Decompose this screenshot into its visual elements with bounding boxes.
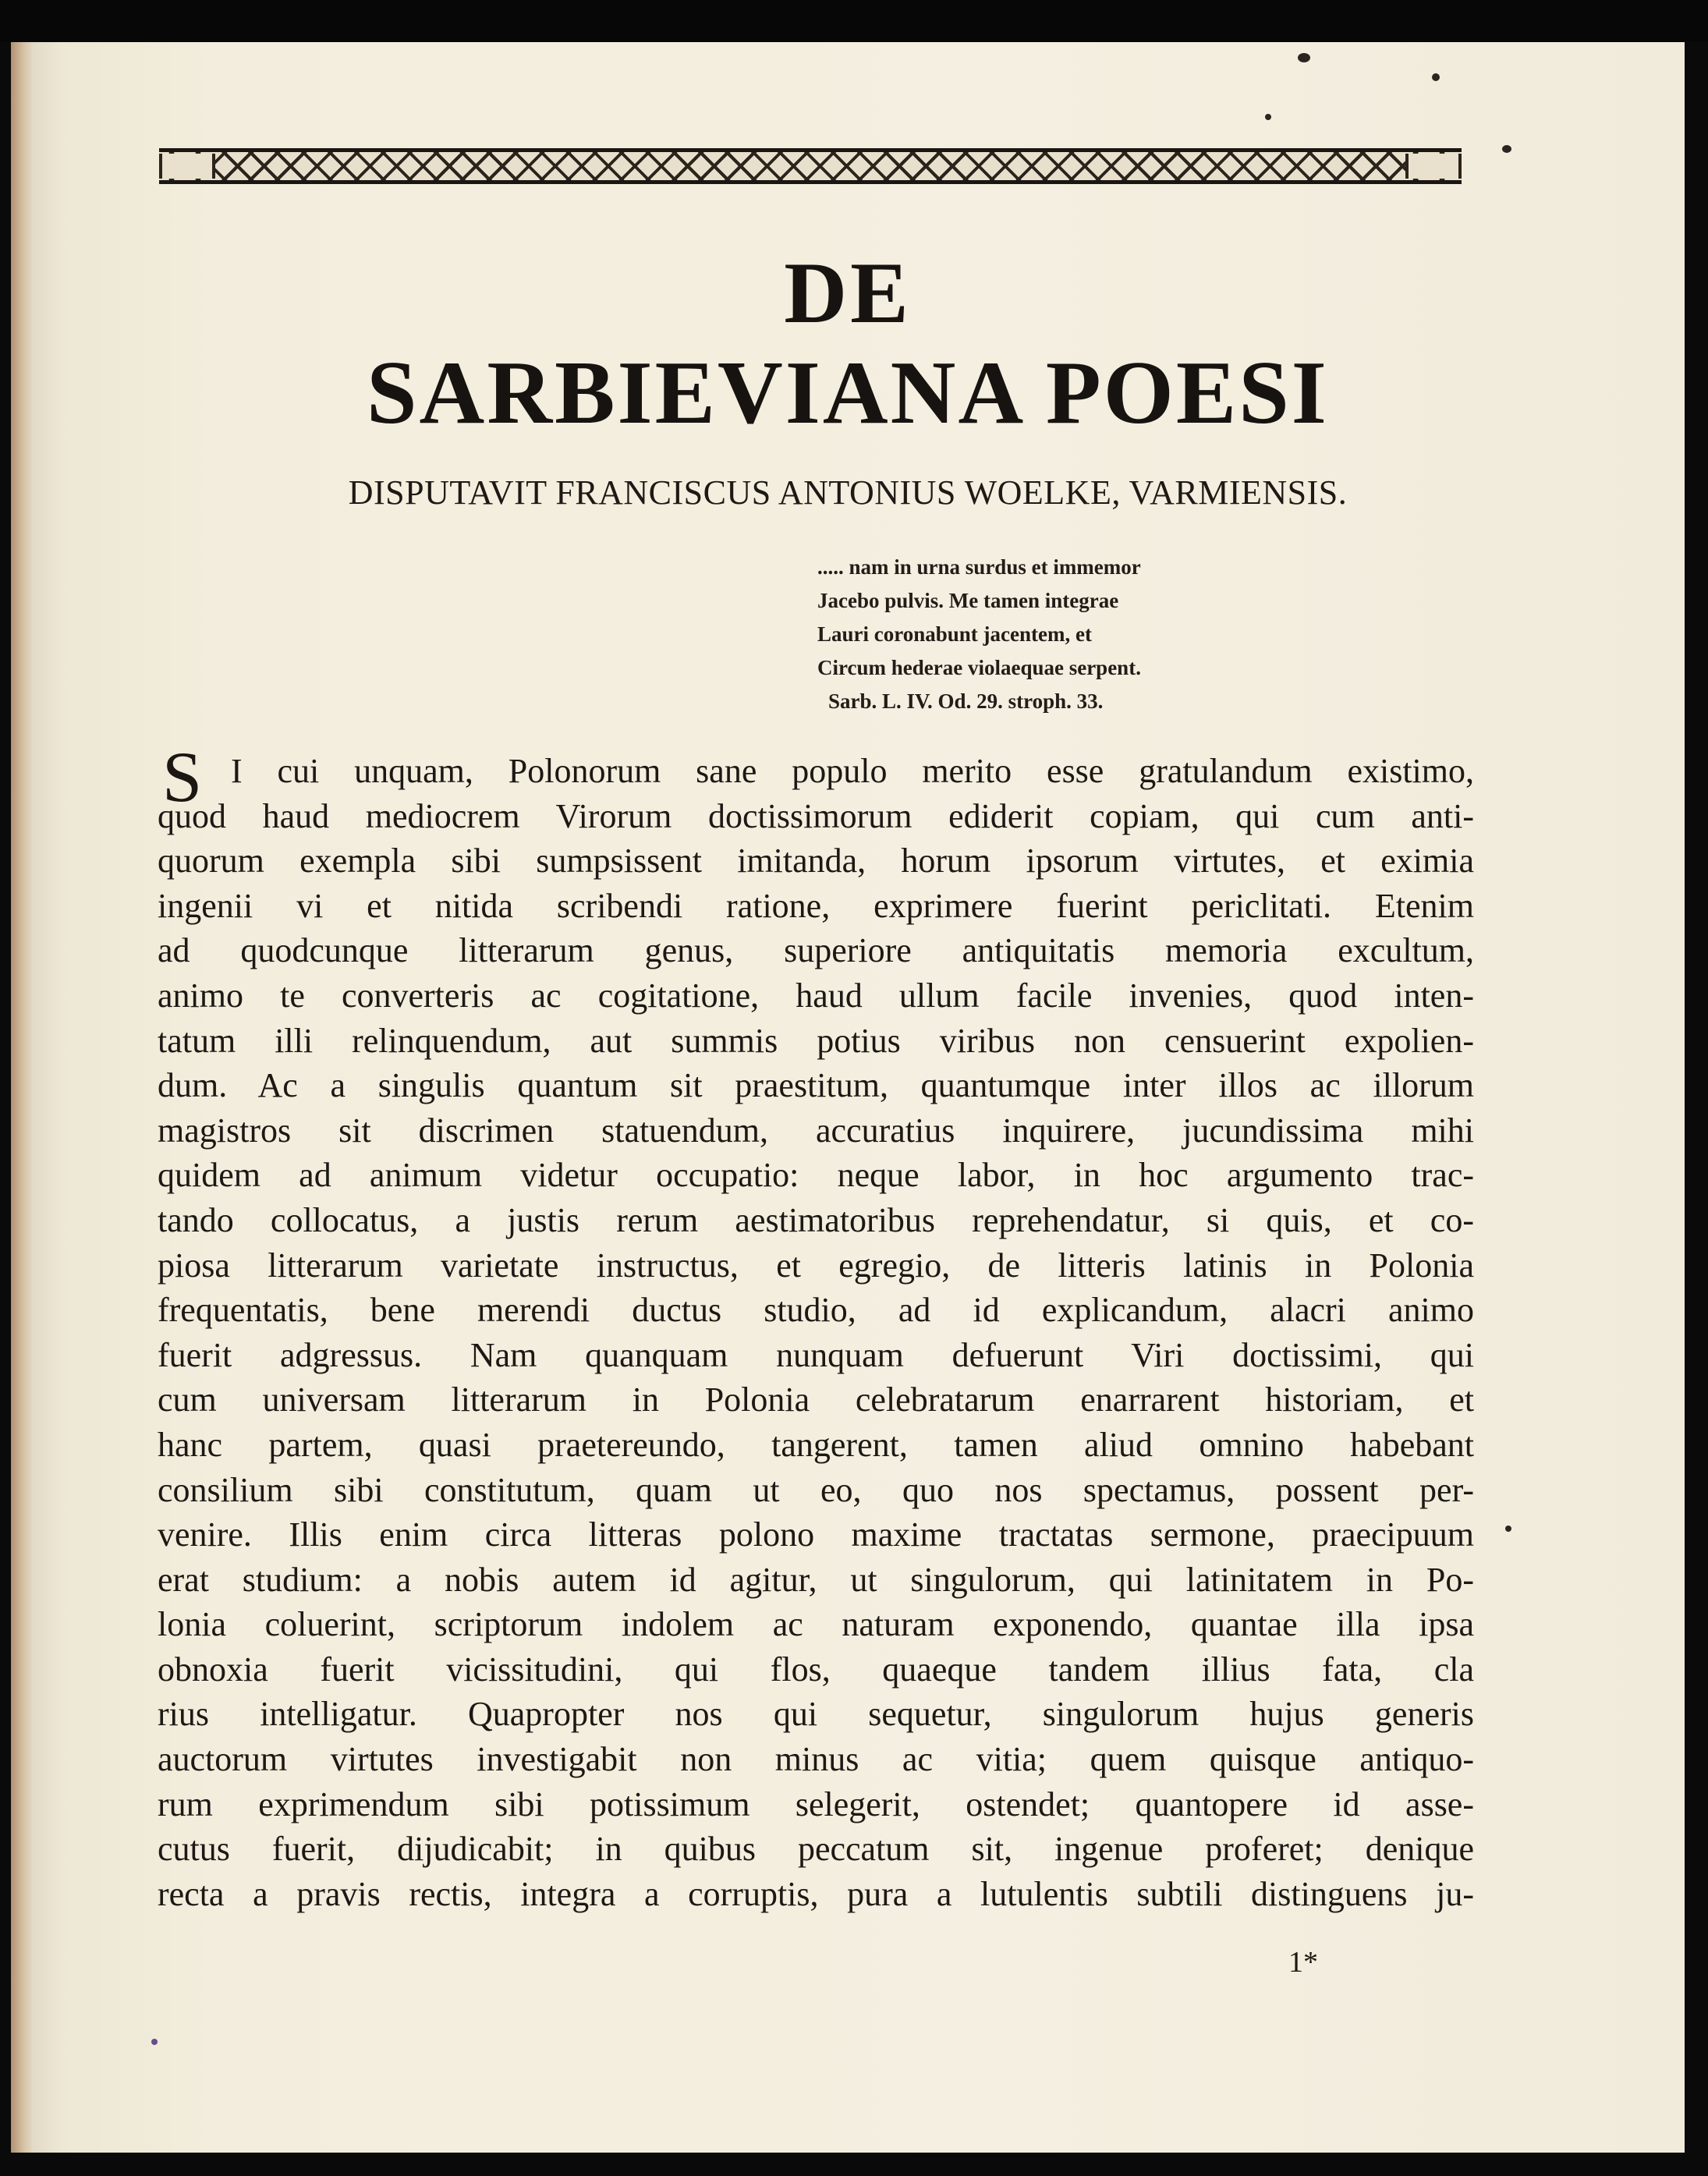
text-line: piosa litterarum varietate instructus, et egregio, de litteris latinis in Polonia xyxy=(158,1246,1474,1285)
text-line: cutus fuerit, dijudicabit; in quibus peccatum sit, ingenue proferet; denique xyxy=(158,1830,1474,1869)
text-line: dum. Ac a singulis quantum sit praestitum, quantumque inter illos ac illorum xyxy=(158,1066,1474,1105)
text-line: erat studium: a nobis autem id agitur, ut singulorum, qui latinitatem in Po- xyxy=(158,1560,1474,1599)
text-line: hanc partem, quasi praetereundo, tangerent, tamen aliud omnino habebant xyxy=(158,1425,1474,1464)
ink-spot xyxy=(1298,53,1310,62)
text-line: ad quodcunque litterarum genus, superiore antiquitatis memoria excultum, xyxy=(158,931,1474,970)
text-line: rius intelligatur. Quapropter nos qui sequetur, singulorum hujus generis xyxy=(158,1695,1474,1734)
epigraph-line: ..... nam in urna surdus et immemor xyxy=(817,555,1141,579)
text-line: tatum illi relinquendum, aut summis potius viribus non censuerint expolien- xyxy=(158,1021,1474,1060)
ornament-cap-left xyxy=(159,154,215,179)
ornamental-border xyxy=(159,148,1462,184)
ink-spot xyxy=(1265,114,1271,120)
text-line: obnoxia fuerit vicissitudini, qui flos, quaeque tandem illius fata, cla xyxy=(158,1650,1474,1689)
text-line: I cui unquam, Polonorum sane populo merito esse gratulandum existimo, xyxy=(231,752,1474,790)
text-line: frequentatis, bene merendi ductus studio, ad id explicandum, alacri animo xyxy=(158,1291,1474,1330)
epigraph-line: Circum hederae violaequae serpent. xyxy=(817,656,1141,679)
text-line: magistros sit discrimen statuendum, accuratius inquirere, jucundissima mihi xyxy=(158,1111,1474,1150)
text-line: tando collocatus, a justis rerum aestimatoribus reprehendatur, si quis, et co- xyxy=(158,1200,1474,1239)
ink-spot xyxy=(1502,145,1511,153)
ornament-cap-right xyxy=(1405,154,1462,179)
ink-spot xyxy=(151,2039,158,2045)
text-line: auctorum virtutes investigabit non minus ac vitia; quem quisque antiquo- xyxy=(158,1740,1474,1779)
title-line-2: SARBIEVIANA POESI xyxy=(367,343,1329,443)
subtitle: DISPUTAVIT FRANCISCUS ANTONIUS WOELKE, VARMIENSIS. xyxy=(348,473,1348,512)
text-line: quod haud mediocrem Virorum doctissimorum ediderit copiam, qui cum anti- xyxy=(158,796,1474,835)
epigraph xyxy=(817,551,1410,718)
text-line: consilium sibi constitutum, quam ut eo, quo nos spectamus, possent per- xyxy=(158,1470,1474,1509)
scan-border xyxy=(0,0,1708,42)
text-line: fuerit adgressus. Nam quanquam nunquam defuerunt Viri doctissimi, qui xyxy=(158,1335,1474,1374)
text-line: lonia coluerint, scriptorum indolem ac naturam exponendo, quantae illa ipsa xyxy=(158,1605,1474,1644)
epigraph-line: Jacebo pulvis. Me tamen integrae xyxy=(817,589,1119,612)
text-line: animo te converteris ac cogitatione, haud ullum facile invenies, quod inten- xyxy=(158,976,1474,1015)
ink-spot xyxy=(1432,73,1440,81)
epigraph-citation: Sarb. L. IV. Od. 29. stroph. 33. xyxy=(828,689,1104,713)
title-line-1: DE xyxy=(784,245,912,342)
document-page xyxy=(11,42,1685,2153)
text-line: cum universam litterarum in Polonia celebratarum enarrarent historiam, et xyxy=(158,1380,1474,1419)
epigraph-line: Lauri coronabunt jacentem, et xyxy=(817,622,1092,646)
text-line: rum exprimendum sibi potissimum selegerit, ostendet; quantopere id asse- xyxy=(158,1784,1474,1823)
text-line: recta a pravis rectis, integra a corruptis, pura a lutulentis subtili distinguens ju- xyxy=(158,1874,1474,1913)
text-line: quidem ad animum videtur occupatio: neque labor, in hoc argumento trac- xyxy=(158,1156,1474,1195)
text-line: quorum exempla sibi sumpsissent imitanda, horum ipsorum virtutes, et eximia xyxy=(158,842,1474,881)
text-line: venire. Illis enim circa litteras polono maxime tractatas sermone, praecipuum xyxy=(158,1515,1474,1554)
text-line: ingenii vi et nitida scribendi ratione, exprimere fuerint periclitati. Etenim xyxy=(158,886,1474,925)
signature-mark: 1* xyxy=(1288,1946,1318,1979)
drop-cap: S xyxy=(162,737,203,817)
ink-spot xyxy=(1505,1526,1511,1532)
body-text xyxy=(158,749,1474,1916)
